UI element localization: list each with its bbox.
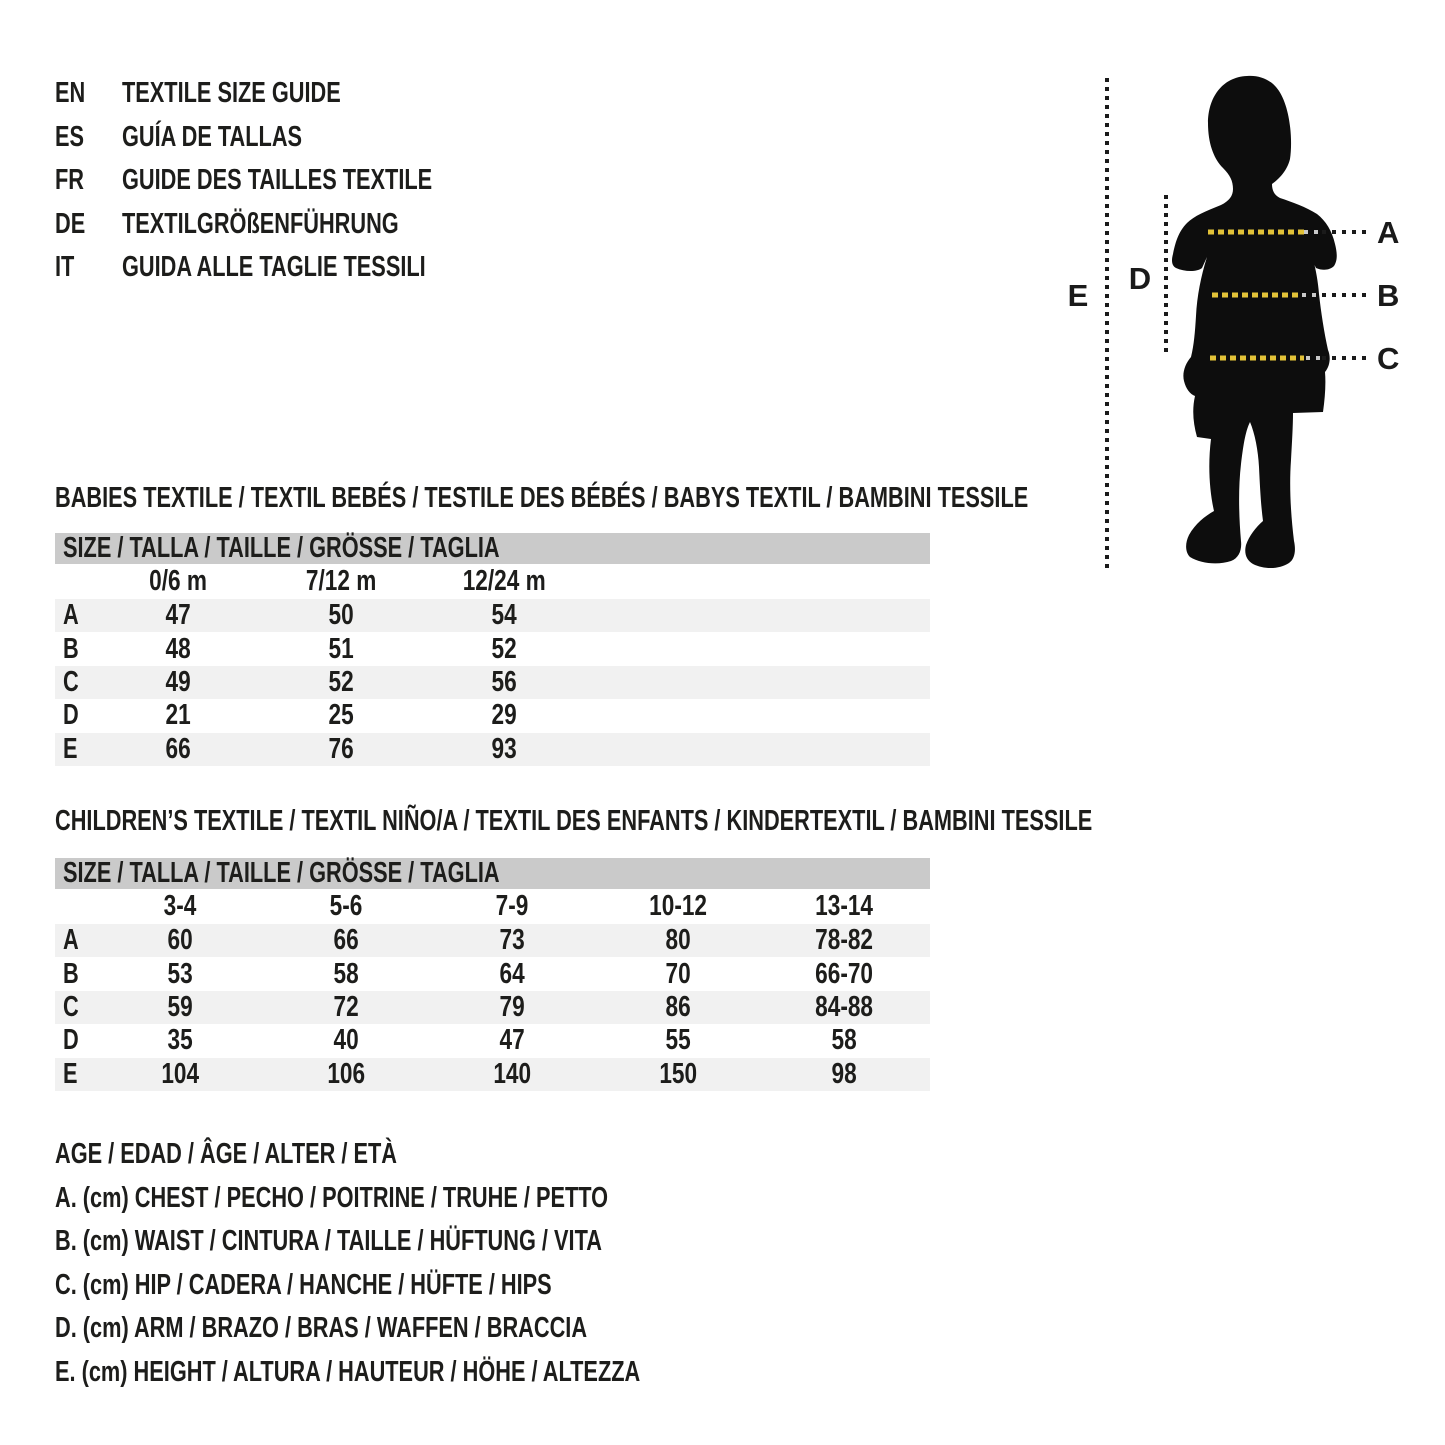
children-section-title: CHILDREN’S TEXTILE / TEXTIL NIÑO/A / TEXTIL DES ENFANTS / KINDERTEXTIL / BAMBINI TESSILE [55, 805, 1093, 837]
cell: 150 [659, 1057, 697, 1090]
cell: 78-82 [815, 924, 873, 957]
cell: 47 [499, 1024, 525, 1057]
measurement-legend [55, 1133, 835, 1394]
table-row [55, 1024, 930, 1057]
measure-label-e: E [1067, 278, 1089, 313]
language-title: TEXTILE SIZE GUIDE [122, 77, 341, 110]
language-row [55, 116, 536, 160]
column-header: 5-6 [329, 890, 363, 922]
cell: 48 [165, 632, 192, 665]
cell: 53 [167, 957, 193, 990]
column-header-row [55, 564, 930, 599]
language-code: IT [55, 251, 75, 284]
column-header: 0/6 m [149, 565, 208, 597]
cell: 84-88 [815, 990, 873, 1023]
cell: 76 [328, 732, 355, 765]
cell: 50 [328, 599, 355, 632]
language-row [55, 72, 536, 116]
cell: 55 [665, 1024, 691, 1057]
row-label: A [63, 599, 79, 632]
table-row [55, 632, 930, 665]
table-row [55, 666, 930, 699]
language-row [55, 159, 536, 203]
cell: 29 [491, 699, 518, 732]
cell: 52 [491, 632, 518, 665]
cell: 54 [491, 599, 518, 632]
table-row [55, 1058, 930, 1091]
cell: 58 [333, 957, 359, 990]
cell: 51 [328, 632, 355, 665]
cell: 106 [327, 1057, 365, 1090]
legend-line-waist: B. (cm) WAIST / CINTURA / TAILLE / HÜFTUNG / VITA [55, 1225, 602, 1258]
cell: 21 [165, 699, 192, 732]
language-code: ES [55, 120, 85, 153]
column-header: 3-4 [163, 890, 197, 922]
language-title: GUIDA ALLE TAGLIE TESSILI [122, 251, 426, 284]
cell: 70 [665, 957, 691, 990]
cell: 73 [499, 924, 525, 957]
cell: 52 [328, 665, 355, 698]
cell: 58 [831, 1024, 857, 1057]
babies-size-table [55, 533, 930, 766]
legend-line-hip: C. (cm) HIP / CADERA / HANCHE / HÜFTE / HIPS [55, 1268, 552, 1301]
measure-label-c: C [1377, 341, 1400, 376]
measure-label-a: A [1377, 215, 1400, 250]
row-label: C [63, 665, 79, 698]
cell: 66 [165, 732, 192, 765]
table-row [55, 957, 930, 990]
language-title: TEXTILGRÖßENFÜHRUNG [122, 207, 399, 240]
cell: 64 [499, 957, 525, 990]
measure-label-b: B [1377, 278, 1400, 313]
cell: 66 [333, 924, 359, 957]
cell: 104 [161, 1057, 199, 1090]
column-header: 7-9 [495, 890, 529, 922]
row-label: A [63, 924, 79, 957]
row-label: C [63, 990, 79, 1023]
children-size-table [55, 858, 930, 1091]
language-code: FR [55, 164, 85, 197]
row-label: B [63, 957, 79, 990]
cell: 49 [165, 665, 192, 698]
language-titles-block [55, 72, 536, 290]
cell: 72 [333, 990, 359, 1023]
size-header-band: SIZE / TALLA / TAILLE / GRÖSSE / TAGLIA [55, 858, 930, 889]
size-header-band: SIZE / TALLA / TAILLE / GRÖSSE / TAGLIA [55, 533, 930, 564]
table-row [55, 599, 930, 632]
cell: 86 [665, 990, 691, 1023]
cell: 79 [499, 990, 525, 1023]
cell: 98 [831, 1057, 857, 1090]
legend-line-chest: A. (cm) CHEST / PECHO / POITRINE / TRUHE / PETTO [55, 1181, 609, 1214]
column-header-row [55, 889, 930, 924]
table-row [55, 924, 930, 957]
column-header: 13-14 [815, 890, 873, 922]
legend-line-arm: D. (cm) ARM / BRAZO / BRAS / WAFFEN / BRACCIA [55, 1312, 588, 1345]
language-title: GUIDE DES TAILLES TEXTILE [122, 164, 433, 197]
babies-section-title: BABIES TEXTILE / TEXTIL BEBÉS / TESTILE DES BÉBÉS / BABYS TEXTIL / BAMBINI TESSILE [55, 482, 1029, 514]
cell: 25 [328, 699, 355, 732]
column-header: 10-12 [649, 890, 707, 922]
legend-line-height: E. (cm) HEIGHT / ALTURA / HAUTEUR / HÖHE / ALTEZZA [55, 1355, 641, 1388]
language-row [55, 246, 536, 290]
table-row [55, 991, 930, 1024]
cell: 66-70 [815, 957, 873, 990]
cell: 56 [491, 665, 518, 698]
measure-label-d: D [1128, 261, 1152, 296]
legend-line-age: AGE / EDAD / ÂGE / ALTER / ETÀ [55, 1138, 397, 1171]
table-row [55, 699, 930, 732]
cell: 40 [333, 1024, 359, 1057]
cell: 35 [167, 1024, 193, 1057]
row-label: E [63, 732, 78, 765]
cell: 93 [491, 732, 518, 765]
table-row [55, 733, 930, 766]
cell: 47 [165, 599, 192, 632]
language-row [55, 203, 536, 247]
row-label: B [63, 632, 79, 665]
cell: 60 [167, 924, 193, 957]
row-label: D [63, 699, 79, 732]
cell: 59 [167, 990, 193, 1023]
column-header: 12/24 m [462, 565, 546, 597]
column-header: 7/12 m [306, 565, 377, 597]
cell: 80 [665, 924, 691, 957]
language-title: GUÍA DE TALLAS [122, 120, 303, 153]
row-label: D [63, 1024, 79, 1057]
language-code: DE [55, 207, 86, 240]
cell: 140 [493, 1057, 531, 1090]
language-code: EN [55, 77, 86, 110]
row-label: E [63, 1057, 78, 1090]
